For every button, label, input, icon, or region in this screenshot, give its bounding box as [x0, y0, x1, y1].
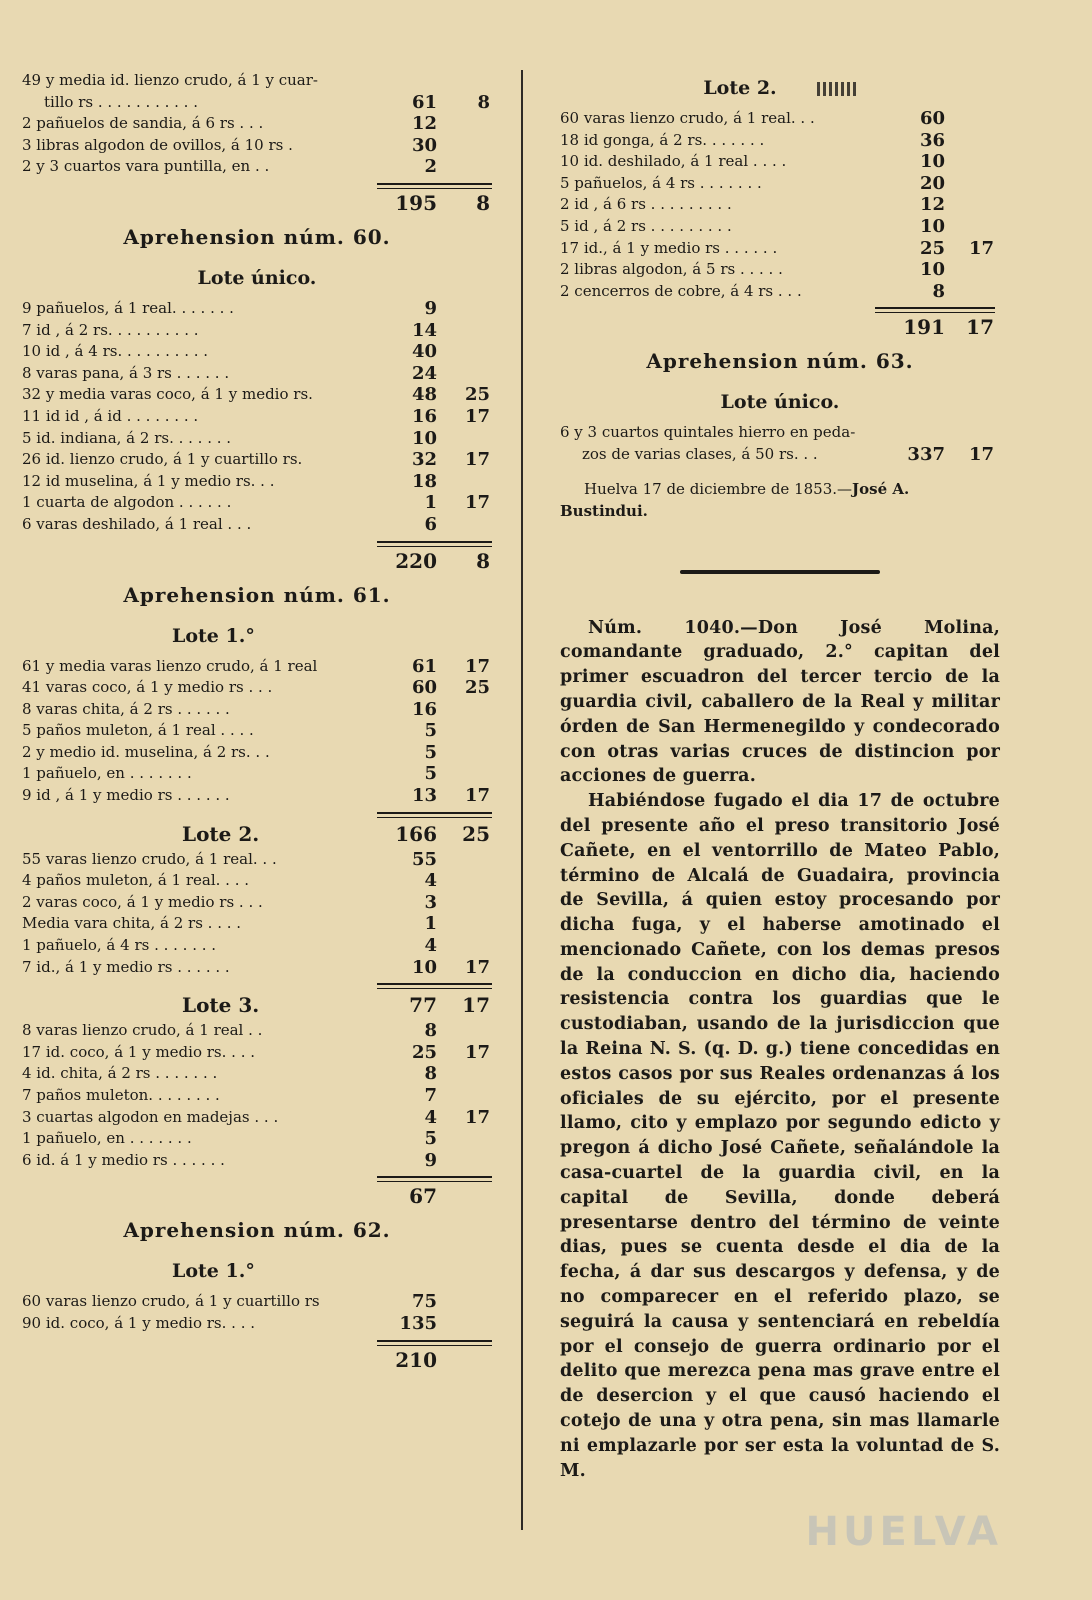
item-value-maravedis: 17 [464, 492, 490, 514]
item-description: 4 paños muleton, á 1 real. . . . [22, 871, 250, 890]
lot-heading [22, 616, 492, 656]
item-value-reales: 4 [424, 935, 437, 957]
item-description: 26 id. lienzo crudo, á 1 y cuartillo rs. [22, 450, 303, 469]
list-item [22, 113, 492, 135]
item-value-maravedis: 17 [464, 449, 490, 471]
item-value-reales: 40 [411, 341, 437, 363]
aprehension-heading: Aprehension núm. 61. [123, 582, 391, 607]
item-description: 3 libras algodon de ovillos, á 10 rs . [22, 135, 293, 154]
list-item [22, 135, 492, 157]
item-description: 2 varas coco, á 1 y medio rs . . . [22, 892, 263, 911]
list-item [22, 1150, 492, 1172]
list-item [22, 1063, 492, 1085]
list-item [22, 384, 492, 406]
list-item [22, 320, 492, 342]
sum-rule [22, 1171, 492, 1183]
lot-label: Lote único. [720, 391, 840, 414]
list-item [22, 870, 492, 892]
item-value-reales: 61 [411, 91, 437, 113]
item-description: Media vara chita, á 2 rs . . . . [22, 914, 242, 933]
item-value-reales: 20 [919, 172, 945, 194]
item-value-reales: 12 [919, 194, 945, 216]
list-item [22, 720, 492, 742]
item-value-reales: 55 [411, 848, 437, 870]
item-description: 60 varas lienzo crudo, á 1 y cuartillo rs [22, 1292, 320, 1311]
list-item [560, 194, 1000, 216]
item-value-reales: 1 [424, 913, 437, 935]
item-description: 60 varas lienzo crudo, á 1 real. . . [560, 109, 815, 127]
list-item [22, 1291, 492, 1313]
list-item [22, 1085, 492, 1107]
list-item [22, 1020, 492, 1042]
item-description: 17 id. coco, á 1 y medio rs. . . . [22, 1042, 255, 1061]
lot-label: Lote 1.° [172, 1260, 255, 1283]
list-item-wrapped [560, 422, 1000, 465]
item-description: 1 pañuelo, á 4 rs . . . . . . . [22, 936, 217, 955]
signature-prefix: Huelva 17 de diciembre de 1853.— [584, 479, 853, 498]
item-value-reales: 8 [424, 1063, 437, 1085]
lot-label: Lote 2. [703, 77, 777, 99]
item-value-reales: 135 [399, 1312, 437, 1334]
list-item [22, 785, 492, 807]
aprehension-heading: Aprehension núm. 63. [646, 349, 914, 374]
list-item [22, 1042, 492, 1064]
item-description: 41 varas coco, á 1 y medio rs . . . [22, 678, 273, 697]
item-description: 2 cencerros de cobre, á 4 rs . . . [560, 281, 802, 300]
item-value-reales: 61 [411, 655, 437, 677]
right-column-list [560, 68, 1000, 466]
subtotal-reales: 166 [395, 821, 437, 846]
list-item [560, 259, 1000, 281]
item-value-maravedis: 17 [464, 956, 490, 978]
lot-label: Lote único. [197, 266, 317, 289]
subtotal [22, 1183, 492, 1209]
item-value-reales: 5 [424, 763, 437, 785]
list-item [22, 656, 492, 678]
aprehension-heading: Aprehension núm. 60. [123, 224, 391, 249]
subtotal-reales: 210 [395, 1347, 437, 1372]
list-item [22, 1107, 492, 1129]
lot-label: Lote 2. [182, 821, 260, 846]
subtotal [22, 1347, 492, 1373]
item-value-reales: 18 [411, 470, 437, 492]
item-description-line-2: tillo rs . . . . . . . . . . . [44, 92, 198, 111]
item-value-reales: 5 [424, 741, 437, 763]
item-value-reales: 13 [411, 785, 437, 807]
subtotal-reales: 77 [409, 993, 437, 1018]
list-item [22, 892, 492, 914]
item-description: 2 y medio id. muselina, á 2 rs. . . [22, 742, 270, 761]
subtotal-reales: 220 [395, 548, 437, 573]
item-value-reales: 8 [932, 280, 945, 302]
list-item [22, 514, 492, 536]
item-description: 9 id , á 1 y medio rs . . . . . . [22, 786, 230, 805]
item-description: 2 id , á 6 rs . . . . . . . . . [560, 195, 732, 214]
list-item [22, 363, 492, 385]
subtotal-reales: 195 [395, 190, 437, 215]
sum-rule [22, 978, 492, 990]
signature-line [560, 478, 1000, 522]
list-item [22, 1313, 492, 1335]
item-value-reales: 25 [411, 1041, 437, 1063]
item-value-reales: 6 [424, 513, 437, 535]
item-description: 17 id., á 1 y medio rs . . . . . . [560, 238, 778, 257]
left-column [22, 70, 492, 1373]
list-item [560, 238, 1000, 260]
item-value-reales: 9 [424, 297, 437, 319]
item-value-reales: 14 [411, 319, 437, 341]
list-item [560, 151, 1000, 173]
item-value-maravedis: 17 [968, 237, 994, 259]
list-item [22, 156, 492, 178]
item-description: 4 id. chita, á 2 rs . . . . . . . [22, 1064, 218, 1083]
subtotal [22, 548, 492, 574]
list-item [560, 173, 1000, 195]
library-watermark: HUELVA [805, 1509, 1002, 1555]
subtotal [560, 314, 1000, 340]
item-description: 7 paños muleton. . . . . . . . [22, 1086, 220, 1104]
subtotal-maravedis: 25 [462, 821, 490, 846]
item-value-maravedis: 25 [464, 677, 490, 699]
subtotal-maravedis: 8 [476, 548, 490, 573]
item-value-maravedis: 17 [968, 443, 994, 465]
item-description-line-1: 6 y 3 cuartos quintales hierro en peda- [560, 423, 856, 442]
list-item [22, 677, 492, 699]
lot-heading [560, 68, 1000, 108]
item-value-reales: 5 [424, 1128, 437, 1150]
item-description: 10 id , á 4 rs. . . . . . . . . . [22, 342, 209, 361]
item-value-reales: 9 [424, 1149, 437, 1171]
item-value-reales: 36 [919, 129, 945, 151]
notice-paragraph-2: Habiéndose fugado el dia 17 de octubre del presente año el preso transitorio José Cañete, en el ventorrillo de Mateo Pablo, término de Alcalá de Guadaira, provincia de Sevilla, á quien estoy procesando por dicha fuga, y el haberse amotinado el mencionado Cañete, con los demas presos de la conduccion en dicho dia, haciendo resistencia contra los guardias que le custodiaban, usando de la jurisdiccion que la Reina N. S. (q. D. g.) tiene concedidas en estos casos por sus Reales ordenanzas á los oficiales de su ejército, por el presente llamo, cito y emplazo por segundo edicto y pregon á dicho José Cañete, señalándole la casa-cuartel de la guardia civil, en la capital de Sevilla, donde deberá presentarse dentro del término de veinte dias, pues se cuenta desde el dia de la fecha, á dar sus descargos y defensa, y de no comparecer en el referido plazo, se seguirá la causa y sentenciará en rebeldía por el consejo de guerra ordinario por el delito que merezca pena mas grave entre el de desercion y el que causó haciendo el cotejo de una y otra pena, sin mas llamarle ni emplazarle por ser esta la voluntad de S. M. [560, 791, 1000, 1481]
right-column [560, 68, 1000, 1483]
item-description: 6 id. á 1 y medio rs . . . . . . [22, 1150, 225, 1169]
item-description: 1 pañuelo, en . . . . . . . [22, 764, 192, 783]
item-description: 55 varas lienzo crudo, á 1 real. . . [22, 849, 277, 868]
item-value-reales: 12 [411, 113, 437, 135]
item-value-maravedis: 17 [464, 405, 490, 427]
notice-text [560, 616, 1000, 1484]
list-item [22, 957, 492, 979]
sum-rule [560, 302, 1000, 314]
item-description: 12 id muselina, á 1 y medio rs. . . [22, 471, 275, 490]
item-value-reales: 25 [919, 237, 945, 259]
list-item [22, 341, 492, 363]
item-description: 5 id , á 2 rs . . . . . . . . . [560, 216, 732, 235]
list-item [22, 1128, 492, 1150]
item-value-reales: 60 [919, 108, 945, 129]
item-description: 2 libras algodon, á 5 rs . . . . . [560, 260, 783, 279]
list-item [22, 492, 492, 514]
subtotal-maravedis: 8 [476, 190, 490, 215]
list-item [22, 742, 492, 764]
subtotal [22, 190, 492, 216]
item-description: 8 varas chita, á 2 rs . . . . . . [22, 699, 230, 718]
list-item [560, 108, 1000, 130]
item-value-reales: 1 [424, 492, 437, 514]
list-item [22, 428, 492, 450]
column-divider [521, 70, 523, 1530]
lot-heading [560, 382, 1000, 422]
item-value-reales: 4 [424, 1106, 437, 1128]
item-value-reales: 10 [919, 151, 945, 173]
item-value-maravedis: 25 [464, 384, 490, 406]
item-value-reales: 24 [411, 362, 437, 384]
sum-rule [22, 1335, 492, 1347]
item-value-maravedis: 17 [464, 785, 490, 807]
item-value-reales: 3 [424, 891, 437, 913]
item-value-reales: 16 [411, 698, 437, 720]
item-line-2 [560, 444, 1000, 466]
item-value-reales: 60 [411, 677, 437, 699]
lot-label: Lote 3. [182, 993, 260, 1018]
item-description: 9 pañuelos, á 1 real. . . . . . . [22, 298, 234, 317]
signature-name: José A. Bustindui. [560, 479, 910, 520]
item-description: 32 y media varas coco, á 1 y medio rs. [22, 385, 313, 404]
item-description: 11 id id , á id . . . . . . . . [22, 406, 199, 425]
sum-rule [22, 536, 492, 548]
item-value-reales: 30 [411, 134, 437, 156]
notice-paragraph-1: Núm. 1040.—Don José Molina, comandante graduado, 2.° capitan del primer escuadron del tercer tercio de la guardia civil, caballero de la Real y militar órden de San Hermenegildo y condecorado con otras varias cruces de distincion por acciones de guerra. [560, 617, 1000, 787]
item-description: 1 pañuelo, en . . . . . . . [22, 1129, 192, 1148]
item-value-maravedis: 8 [477, 91, 490, 113]
subtotal-maravedis: 17 [462, 993, 490, 1018]
item-description: 5 id. indiana, á 2 rs. . . . . . . [22, 428, 232, 447]
list-item-wrapped [22, 70, 492, 113]
item-value-maravedis: 17 [464, 655, 490, 677]
list-item [22, 935, 492, 957]
item-value-reales: 5 [424, 720, 437, 742]
item-description: 7 id., á 1 y medio rs . . . . . . [22, 957, 230, 976]
item-line-2 [22, 92, 492, 114]
lot-heading [22, 1251, 492, 1291]
aprehension-heading: Aprehension núm. 62. [123, 1218, 391, 1243]
list-item [22, 913, 492, 935]
subtotal-reales: 67 [409, 1184, 437, 1209]
item-description: 5 paños muleton, á 1 real . . . . [22, 721, 254, 740]
item-value-reales: 337 [907, 443, 945, 465]
list-item [22, 406, 492, 428]
list-item [22, 699, 492, 721]
section-divider [680, 570, 880, 574]
item-description: 3 cuartas algodon en madejas . . . [22, 1107, 279, 1126]
item-value-reales: 10 [411, 956, 437, 978]
list-item [22, 298, 492, 320]
item-value-reales: 10 [919, 215, 945, 237]
item-description: 5 pañuelos, á 4 rs . . . . . . . [560, 173, 762, 192]
item-description: 8 varas lienzo crudo, á 1 real . . [22, 1021, 263, 1040]
lot-heading [22, 258, 492, 298]
item-description: 1 cuarta de algodon . . . . . . [22, 493, 232, 512]
item-value-maravedis: 17 [464, 1041, 490, 1063]
item-value-reales: 10 [919, 259, 945, 281]
subtotal-reales: 191 [903, 315, 945, 340]
list-item [22, 471, 492, 493]
list-item [560, 281, 1000, 303]
item-value-reales: 10 [411, 427, 437, 449]
item-value-reales: 32 [411, 449, 437, 471]
item-value-reales: 7 [424, 1085, 437, 1106]
item-description: 8 varas pana, á 3 rs . . . . . . [22, 363, 230, 382]
item-value-reales: 8 [424, 1020, 437, 1042]
item-value-reales: 16 [411, 405, 437, 427]
item-description: 6 varas deshilado, á 1 real . . . [22, 514, 252, 533]
item-description: 90 id. coco, á 1 y medio rs. . . . [22, 1313, 255, 1332]
item-value-maravedis: 17 [464, 1106, 490, 1128]
item-description: 2 y 3 cuartos vara puntilla, en . . [22, 157, 270, 176]
list-item [560, 130, 1000, 152]
item-description: 2 pañuelos de sandia, á 6 rs . . . [22, 114, 264, 133]
ornament-icon [817, 82, 857, 96]
item-description: 61 y media varas lienzo crudo, á 1 real [22, 656, 318, 675]
item-description: 10 id. deshilado, á 1 real . . . . [560, 152, 787, 171]
item-description-line-2: zos de varias clases, á 50 rs. . . [582, 444, 818, 463]
item-description: 18 id gonga, á 2 rs. . . . . . . [560, 130, 765, 149]
item-value-reales: 75 [411, 1291, 437, 1313]
item-value-reales: 2 [424, 156, 437, 178]
list-item [22, 763, 492, 785]
list-item [22, 449, 492, 471]
list-item [560, 216, 1000, 238]
item-description-line-1: 49 y media id. lienzo crudo, á 1 y cuar- [22, 71, 318, 89]
lot-label: Lote 1.° [172, 624, 255, 647]
subtotal-maravedis: 17 [966, 315, 994, 340]
item-value-reales: 48 [411, 384, 437, 406]
sum-rule [22, 807, 492, 819]
sum-rule [22, 178, 492, 190]
item-description: 7 id , á 2 rs. . . . . . . . . . [22, 320, 199, 339]
item-value-reales: 4 [424, 870, 437, 892]
list-item [22, 849, 492, 871]
lot-heading-with-total [22, 819, 492, 849]
lot-heading-with-total [22, 990, 492, 1020]
